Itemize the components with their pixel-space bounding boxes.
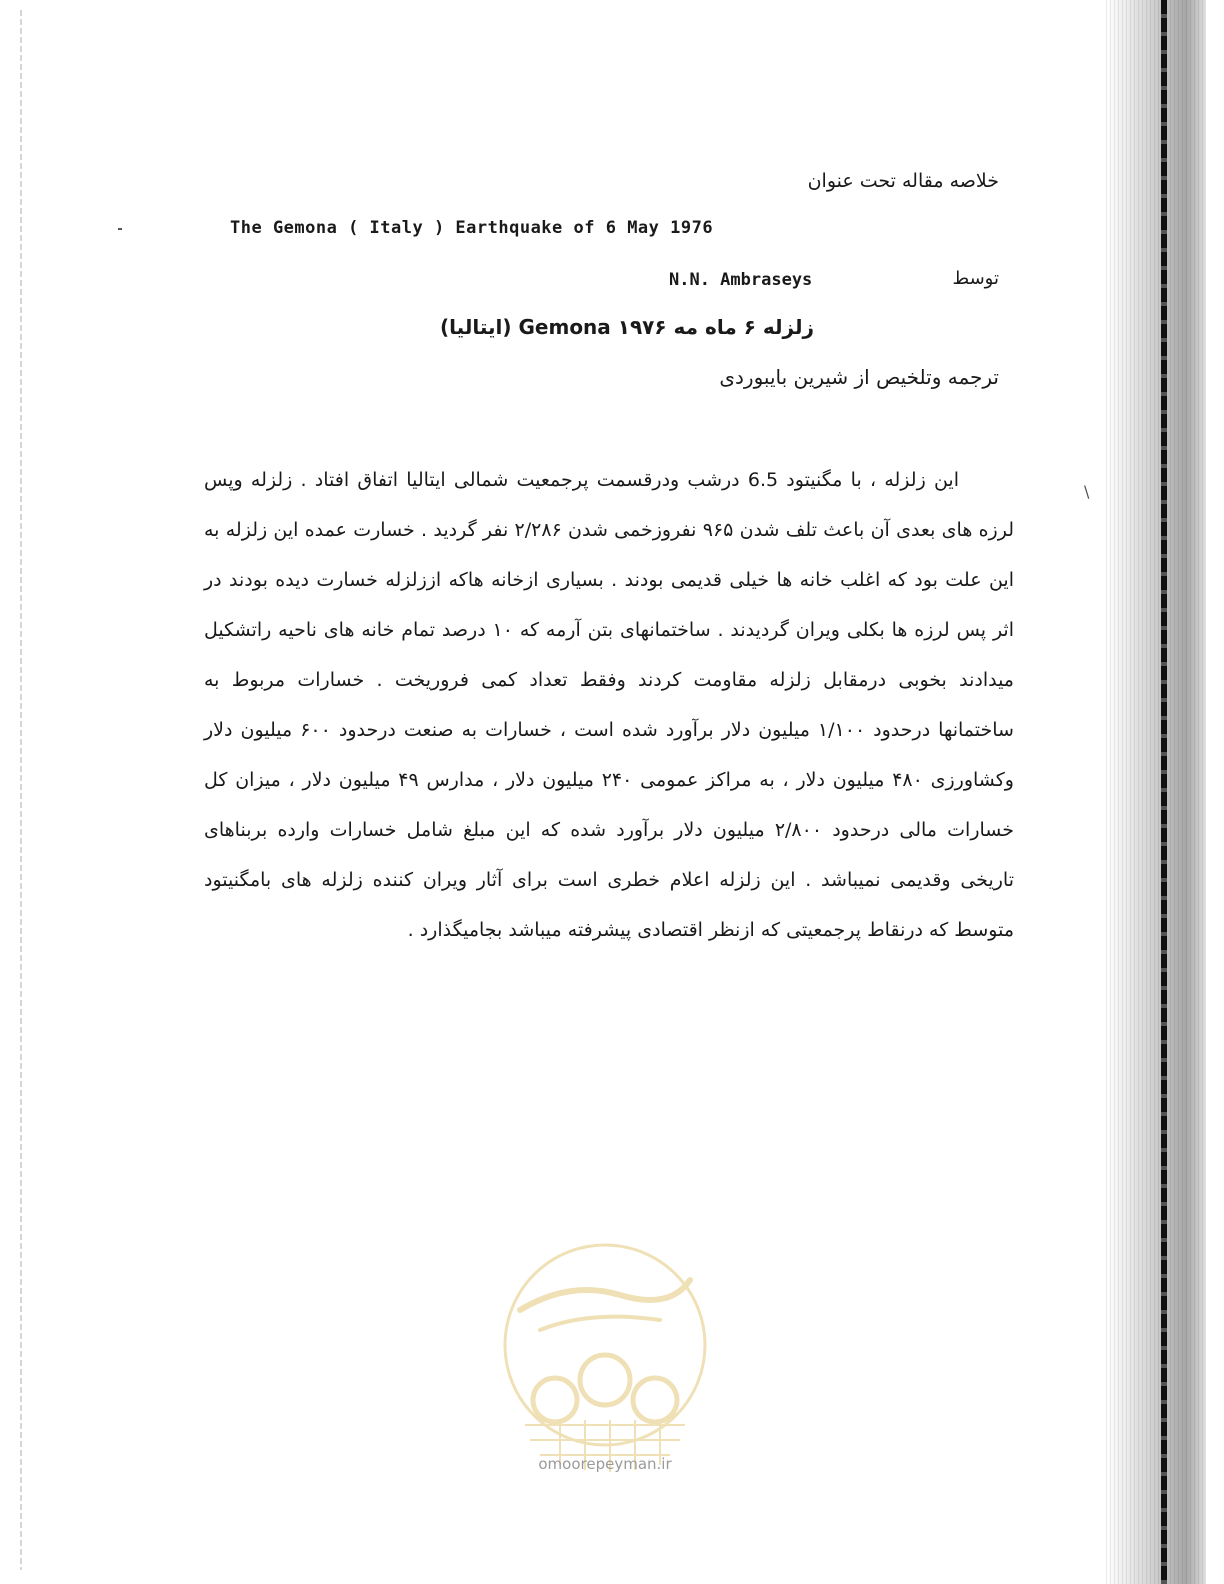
author-label: توسط [952,268,999,289]
binding-shadow [1161,0,1167,1584]
article-body [204,455,1014,955]
author-row [199,268,999,294]
article-title-en: The Gemona ( Italy ) Earthquake of 6 May 1976 [230,218,714,238]
article-subtitle: زلزله ۶ ماه مه ۱۹۷۶ Gemona (ایتالیا) [440,315,814,339]
body-paragraph: این زلزله ، با مگنیتود 6.5 درشب ودرقسمت پرجمعیت شمالی ایتالیا اتفاق افتاد . زلزله وپس لرزه های بعدی آن باعث تلف شدن ۹۶۵ نفروزخمی شدن ۲/۲۸۶ نفر گردید . خسارت عمده این زلزله به این علت بود که اغلب خانه ها خیلی قدیمی بودند . بسیاری ازخانه هاکه اززلزله خسارت دیده بودند در اثر پس لرزه ها بکلی ویران گردیدند . ساختمانهای بتن آرمه که ۱۰ درصد تمام خانه های ناحیه راتشکیل میدادند بخوبی درمقابل زلزله مقاومت کردند وفقط تعداد کمی فروریخت . خسارات مربوط به ساختمانها درحدود ۱/۱۰۰ میلیون دلار برآورد شده است ، خسارات به صنعت درحدود ۶۰۰ میلیون دلار وکشاورزی ۴۸۰ میلیون دلار ، به مراکز عمومی ۲۴۰ میلیون دلار ، مدارس ۴۹ میلیون دلار ، میزان کل خسارات مالی درحدود ۲/۸۰۰ میلیون دلار برآورد شده که این مبلغ شامل خسارات وارده بربناهای تاریخی وقدیمی نمیباشد . این زلزله اعلام خطری است برای آثار ویران کننده زلزله های بامگنیتود متوسط که درنقاط پرجمعیتی که ازنظر اقتصادی پیشرفته میباشد بجامیگذارد . [204,469,1015,941]
right-scan-edge [1106,0,1206,1584]
article-heading: خلاصه مقاله تحت عنوان [807,170,999,192]
left-scan-edge [20,10,22,1570]
watermark-url: omoorepeyman.ir [538,1455,672,1473]
scan-mark-right: \ [1084,482,1090,501]
author-name: N.N. Ambraseys [669,270,813,290]
omoorepeyman-logo-watermark [500,1240,710,1490]
translator-credit: ترجمه وتلخیص از شیرین بایبوردی [719,365,999,389]
scan-mark [118,228,122,230]
